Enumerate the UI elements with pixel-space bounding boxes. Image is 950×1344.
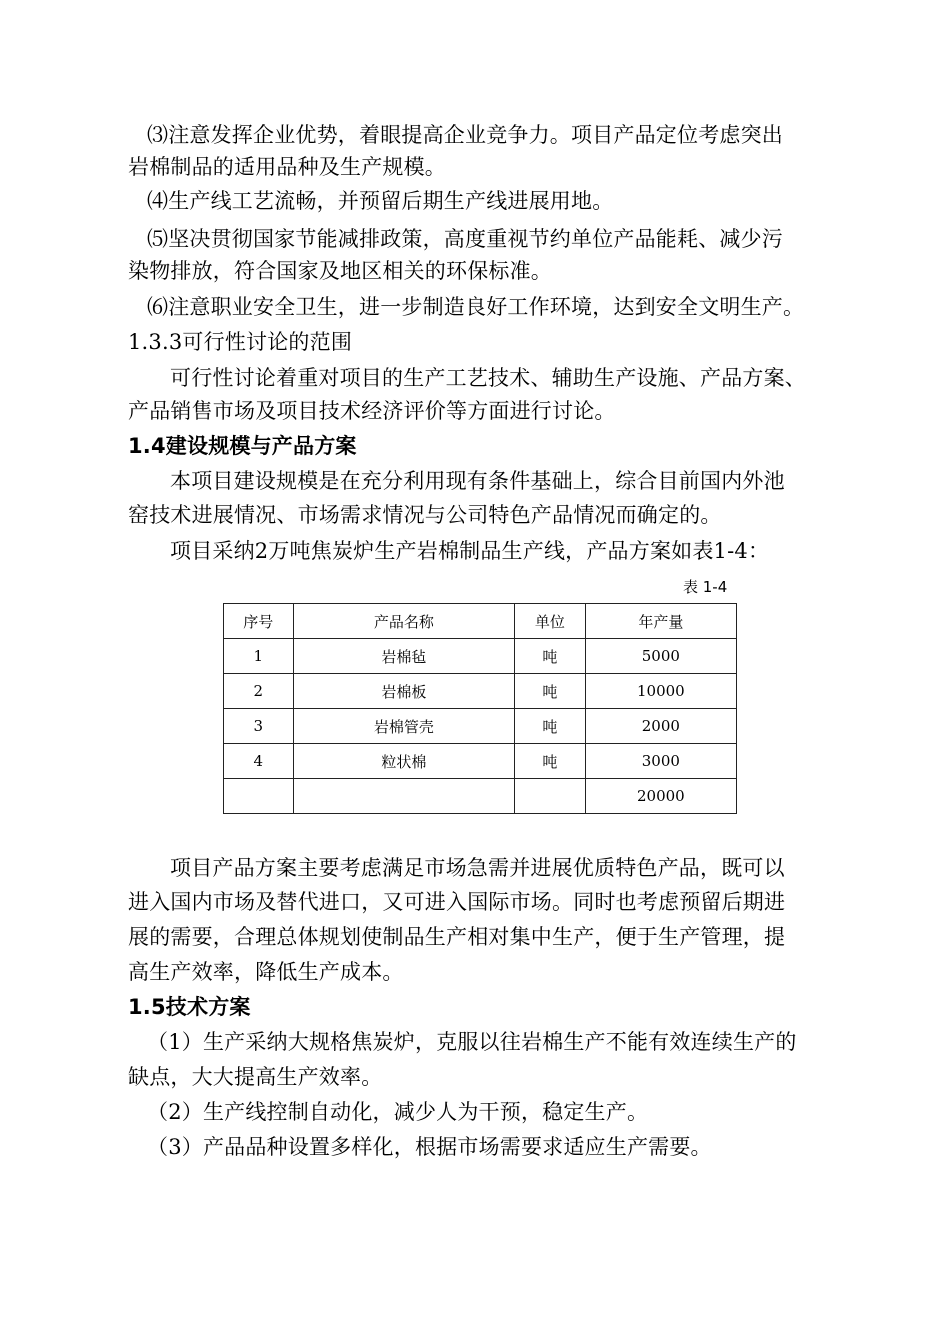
paragraph-5-line-2: 染物排放，符合国家及地区相关的环保标准。 [128,259,552,283]
cell-annual-output: 3000 [585,744,736,779]
cell-product-name: 粒状棉 [293,744,515,779]
table-row [224,744,737,779]
paragraph-3-line-2: 岩棉制品的适用品种及生产规模。 [128,155,446,179]
cell-index: 3 [224,709,294,744]
header-product-name: 产品名称 [293,604,515,639]
cell-product-name [293,779,515,814]
paragraph-4: ⑷生产线工艺流畅，并预留后期生产线进展用地。 [147,189,614,213]
table-row [224,674,737,709]
table-row [224,709,737,744]
paragraph-6: ⑹注意职业安全卫生，进一步制造良好工作环境，达到安全文明生产。 [147,295,805,319]
cell-index: 1 [224,639,294,674]
cell-product-name: 岩棉毡 [293,639,515,674]
cell-index: 4 [224,744,294,779]
section-1-5-item-2: （2）生产线控制自动化，减少人为干预，稳定生产。 [147,1100,649,1124]
section-1-3-3-title: 1.3.3可行性讨论的范围 [128,330,353,354]
after-table-line-4: 高生产效率，降低生产成本。 [128,960,404,984]
after-table-line-1: 项目产品方案主要考虑满足市场急需并进展优质特色产品，既可以 [170,856,785,880]
cell-index: 2 [224,674,294,709]
section-1-3-3-line-2: 产品销售市场及项目技术经济评价等方面进行讨论。 [128,399,616,423]
section-1-5-item-1-line-2: 缺点，大大提高生产效率。 [128,1065,383,1089]
cell-annual-output: 10000 [585,674,736,709]
header-annual-output: 年产量 [585,604,736,639]
cell-unit: 吨 [515,709,586,744]
section-1-5-item-3: （3）产品品种设置多样化，根据市场需要求适应生产需要。 [147,1135,712,1159]
section-1-4-line-1: 本项目建设规模是在充分利用现有条件基础上，综合目前国内外池 [170,469,785,493]
section-1-5-title: 1.5技术方案 [128,995,251,1019]
section-1-4-line-3: 项目采纳2万吨焦炭炉生产岩棉制品生产线，产品方案如表1-4： [170,539,770,563]
paragraph-3-line-1: ⑶注意发挥企业优势，着眼提高企业竞争力。项目产品定位考虑突出 [147,123,783,147]
section-1-4-line-2: 窑技术进展情况、市场需求情况与公司特色产品情况而确定的。 [128,503,722,527]
cell-product-name: 岩棉管壳 [293,709,515,744]
cell-unit: 吨 [515,639,586,674]
section-1-4-title: 1.4建设规模与产品方案 [128,434,357,458]
after-table-line-2: 进入国内市场及替代进口，又可进入国际市场。同时也考虑预留后期进 [128,890,786,914]
cell-annual-output: 5000 [585,639,736,674]
after-table-line-3: 展的需要，合理总体规划使制品生产相对集中生产，便于生产管理，提 [128,925,786,949]
header-unit: 单位 [515,604,586,639]
cell-unit: 吨 [515,674,586,709]
product-table [223,603,737,814]
cell-product-name: 岩棉板 [293,674,515,709]
cell-total-output: 20000 [585,779,736,814]
table-caption: 表 1-4 [683,578,728,596]
section-1-5-item-1-line-1: （1）生产采纳大规格焦炭炉，克服以往岩棉生产不能有效连续生产的 [147,1030,797,1054]
table-total-row [224,779,737,814]
paragraph-5-line-1: ⑸坚决贯彻国家节能减排政策，高度重视节约单位产品能耗、减少污 [147,227,783,251]
cell-unit [515,779,586,814]
cell-index [224,779,294,814]
cell-annual-output: 2000 [585,709,736,744]
table-header-row [224,604,737,639]
cell-unit: 吨 [515,744,586,779]
table-row [224,639,737,674]
header-index: 序号 [224,604,294,639]
section-1-3-3-line-1: 可行性讨论着重对项目的生产工艺技术、辅助生产设施、产品方案、 [170,366,806,390]
